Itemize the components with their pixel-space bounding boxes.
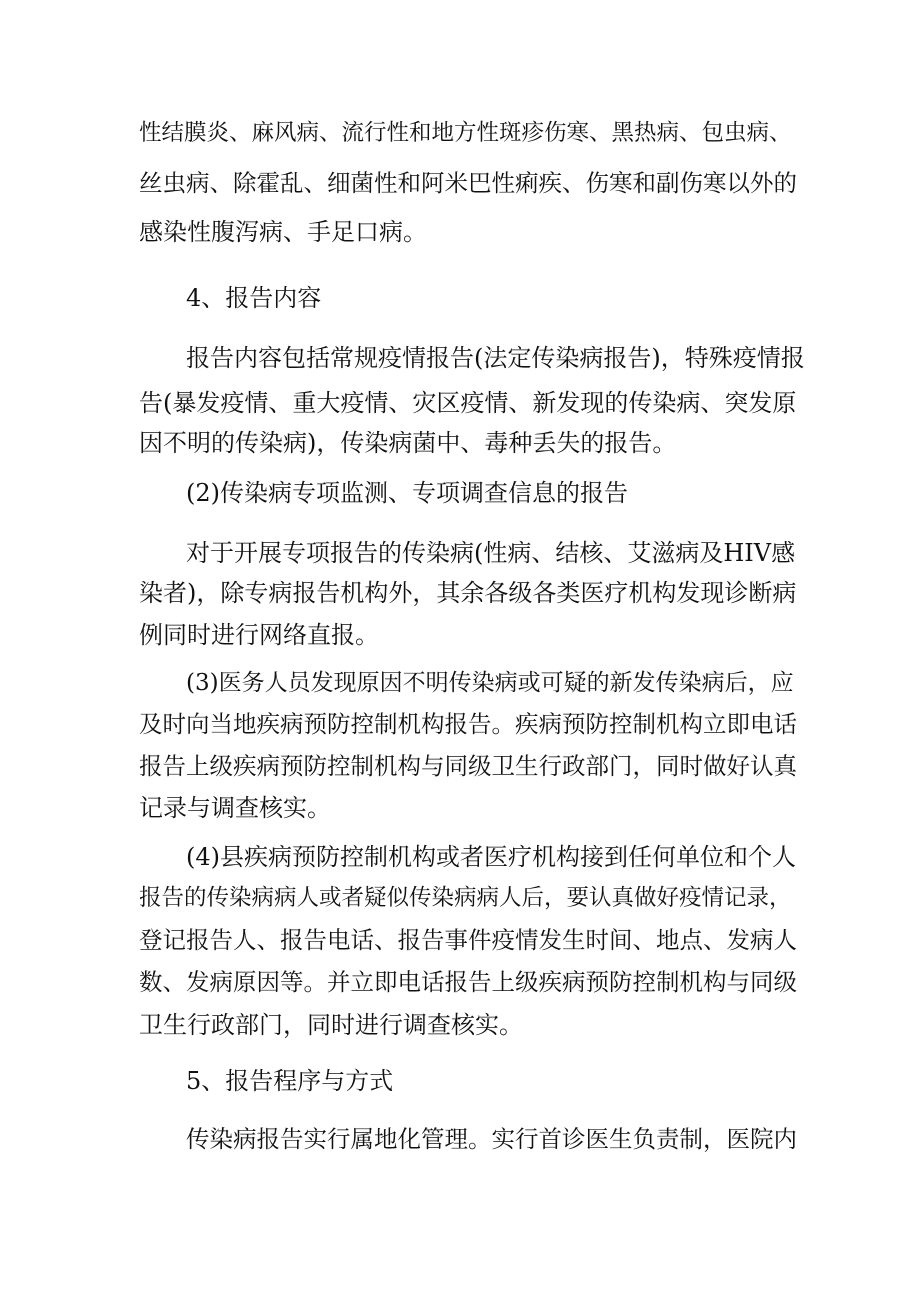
text-line: 登记报告人、报告电话、报告事件疫情发生时间、地点、发病人 [139,926,797,954]
text-line: 卫生行政部门，同时进行调查核实。 [139,1011,523,1039]
text-line: 记录与调查核实。 [139,794,331,822]
text-line: 数、发病原因等。并立即电话报告上级疾病预防控制机构与同级 [139,968,797,996]
text-line: 报告内容包括常规疫情报告(法定传染病报告)，特殊疫情报 [186,344,805,372]
text-line: 丝虫病、除霍乱、细菌性和阿米巴性痢疾、伤寒和副伤寒以外的 [139,169,797,197]
text-line: 感染性腹泻病、手足口病。 [139,218,427,246]
text-line: 传染病报告实行属地化管理。实行首诊医生负责制，医院内 [186,1125,797,1153]
text-line: 及时向当地疾病预防控制机构报告。疾病预防控制机构立即电话 [139,710,797,738]
text-line: 染者)，除专病报告机构外，其余各级各类医疗机构发现诊断病 [139,579,797,607]
text-line: 报告的传染病病人或者疑似传染病病人后，要认真做好疫情记录， [139,885,792,911]
text-line: 对于开展专项报告的传染病(性病、结核、艾滋病及HIV感 [186,539,796,567]
section-heading: 4、报告内容 [186,284,322,312]
text-line: 因不明的传染病)，传染病菌中、毒种丢失的报告。 [139,429,677,457]
text-line: (4)县疾病预防控制机构或者医疗机构接到任何单位和个人 [186,843,796,871]
text-line: 性结膜炎、麻风病、流行性和地方性斑疹伤寒、黑热病、包虫病、 [139,120,792,146]
section-heading: 5、报告程序与方式 [186,1067,394,1095]
text-line: (3)医务人员发现原因不明传染病或可疑的新发传染病后，应 [186,670,794,696]
subsection-heading: (2)传染病专项监测、专项调查信息的报告 [186,479,628,507]
text-line: 报告上级疾病预防控制机构与同级卫生行政部门，同时做好认真 [139,752,797,780]
text-line: 告(暴发疫情、重大疫情、灾区疫情、新发现的传染病、突发原 [139,389,797,417]
text-line: 例同时进行网络直报。 [139,621,379,649]
